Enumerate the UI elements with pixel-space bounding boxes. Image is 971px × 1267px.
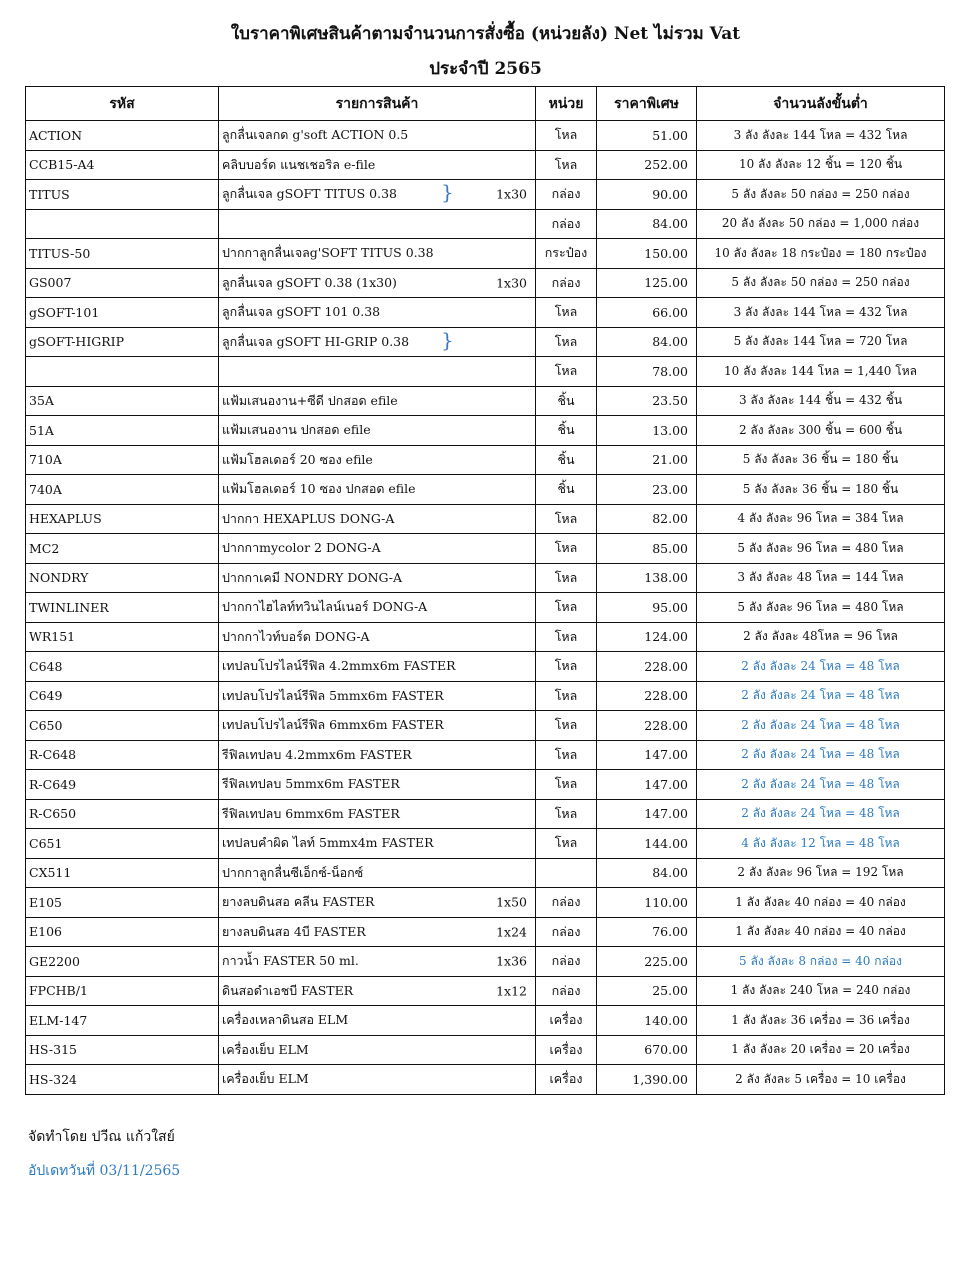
product-name: คลิบบอร์ด แนชเชอริล e-file — [222, 156, 376, 172]
cell-price: 138.00 — [597, 563, 697, 593]
table-row — [26, 593, 945, 623]
table-row — [26, 180, 945, 210]
cell-min-cartons: 2 ลัง ลังละ 24 โหล = 48 โหล — [697, 770, 945, 800]
cell-unit — [536, 858, 597, 888]
product-name: ปากกาลูกลื่นเจลg'SOFT TITUS 0.38 — [222, 245, 434, 261]
cell-product — [219, 445, 536, 475]
cell-code: 740A — [26, 475, 219, 505]
cell-product — [219, 239, 536, 269]
cell-unit: กล่อง — [536, 888, 597, 918]
product-name: ปากกาไฮไลท์ทวินไลน์เนอร์ DONG-A — [222, 599, 428, 615]
cell-price: 147.00 — [597, 740, 697, 770]
cell-unit: โหล — [536, 770, 597, 800]
table-row — [26, 209, 945, 239]
cell-min-cartons: 2 ลัง ลังละ 24 โหล = 48 โหล — [697, 681, 945, 711]
product-name: ปากกาไวท์บอร์ด DONG-A — [222, 628, 370, 644]
table-row — [26, 799, 945, 829]
cell-product — [219, 386, 536, 416]
cell-min-cartons: 2 ลัง ลังละ 96 โหล = 192 โหล — [697, 858, 945, 888]
cell-price: 25.00 — [597, 976, 697, 1006]
cell-unit: โหล — [536, 504, 597, 534]
cell-product — [219, 829, 536, 859]
product-name: แฟ้มเสนองาน ปกสอด efile — [222, 422, 371, 438]
table-row — [26, 711, 945, 741]
cell-code: GE2200 — [26, 947, 219, 977]
cell-product — [219, 1006, 536, 1036]
cell-code: C648 — [26, 652, 219, 682]
cell-product — [219, 711, 536, 741]
cell-unit: กระป๋อง — [536, 239, 597, 269]
header-special-price: ราคาพิเศษ — [597, 87, 697, 121]
header-unit: หน่วย — [536, 87, 597, 121]
cell-min-cartons: 2 ลัง ลังละ 24 โหล = 48 โหล — [697, 740, 945, 770]
cell-code: NONDRY — [26, 563, 219, 593]
table-row — [26, 475, 945, 505]
product-name: เทปลบโปรไลน์รีฟิล 4.2mmx6m FASTER — [222, 658, 456, 674]
table-row — [26, 386, 945, 416]
cell-product — [219, 298, 536, 328]
cell-min-cartons: 2 ลัง ลังละ 24 โหล = 48 โหล — [697, 652, 945, 682]
cell-min-cartons: 2 ลัง ลังละ 300 ชิ้น = 600 ชิ้น — [697, 416, 945, 446]
cell-price: 670.00 — [597, 1035, 697, 1065]
document-subtitle: ประจำปี 2565 — [429, 59, 542, 79]
price-table — [25, 86, 945, 1095]
cell-code: E106 — [26, 917, 219, 947]
cell-product — [219, 475, 536, 505]
cell-unit: กล่อง — [536, 180, 597, 210]
product-name: ยางลบดินสอ คลีน FASTER — [222, 894, 375, 910]
product-name: ปากกาเคมี NONDRY DONG-A — [222, 569, 403, 585]
cell-product — [219, 740, 536, 770]
cell-code: C649 — [26, 681, 219, 711]
cell-code: 35A — [26, 386, 219, 416]
product-name: เครื่องเหลาดินสอ ELM — [222, 1012, 349, 1028]
cell-unit: กล่อง — [536, 947, 597, 977]
product-name: รีฟิลเทปลบ 4.2mmx6m FASTER — [222, 746, 412, 762]
cell-price: 124.00 — [597, 622, 697, 652]
cell-min-cartons: 2 ลัง ลังละ 48โหล = 96 โหล — [697, 622, 945, 652]
cell-product — [219, 888, 536, 918]
cell-code: C651 — [26, 829, 219, 859]
cell-product — [219, 622, 536, 652]
table-row — [26, 740, 945, 770]
cell-unit: โหล — [536, 622, 597, 652]
cell-code: E105 — [26, 888, 219, 918]
cell-min-cartons: 5 ลัง ลังละ 8 กล่อง = 40 กล่อง — [697, 947, 945, 977]
cell-code — [26, 209, 219, 239]
product-name: ลูกลื่นเจล gSOFT TITUS 0.38 — [222, 186, 397, 202]
cell-code: GS007 — [26, 268, 219, 298]
cell-min-cartons: 1 ลัง ลังละ 20 เครื่อง = 20 เครื่อง — [697, 1035, 945, 1065]
cell-unit: โหล — [536, 652, 597, 682]
table-row — [26, 1065, 945, 1095]
table-row — [26, 150, 945, 180]
product-name: ลูกลื่นเจล gSOFT 101 0.38 — [222, 304, 381, 320]
cell-min-cartons: 1 ลัง ลังละ 40 กล่อง = 40 กล่อง — [697, 888, 945, 918]
cell-price: 84.00 — [597, 209, 697, 239]
cell-product — [219, 504, 536, 534]
cell-unit: ชิ้น — [536, 416, 597, 446]
table-row — [26, 298, 945, 328]
cell-code: CX511 — [26, 858, 219, 888]
table-row — [26, 239, 945, 269]
cell-min-cartons: 5 ลัง ลังละ 36 ชิ้น = 180 ชิ้น — [697, 475, 945, 505]
cell-unit: กล่อง — [536, 976, 597, 1006]
product-name: แฟ้มโฮลเดอร์ 10 ซอง ปกสอด efile — [222, 481, 416, 497]
cell-min-cartons: 5 ลัง ลังละ 144 โหล = 720 โหล — [697, 327, 945, 357]
header-product: รายการสินค้า — [219, 87, 536, 121]
cell-product — [219, 327, 536, 357]
cell-price: 144.00 — [597, 829, 697, 859]
cell-product — [219, 150, 536, 180]
cell-unit: โหล — [536, 593, 597, 623]
cell-product — [219, 976, 536, 1006]
cell-product — [219, 652, 536, 682]
cell-product — [219, 180, 536, 210]
cell-price: 78.00 — [597, 357, 697, 387]
cell-price: 13.00 — [597, 416, 697, 446]
header-code: รหัส — [26, 87, 219, 121]
cell-min-cartons: 5 ลัง ลังละ 50 กล่อง = 250 กล่อง — [697, 180, 945, 210]
cell-price: 140.00 — [597, 1006, 697, 1036]
cell-product — [219, 534, 536, 564]
pack-size: 1x30 — [496, 186, 527, 202]
cell-unit: โหล — [536, 534, 597, 564]
pack-size: 1x24 — [496, 924, 527, 940]
cell-min-cartons: 3 ลัง ลังละ 144 โหล = 432 โหล — [697, 298, 945, 328]
cell-min-cartons: 3 ลัง ลังละ 48 โหล = 144 โหล — [697, 563, 945, 593]
cell-code: TITUS-50 — [26, 239, 219, 269]
cell-price: 225.00 — [597, 947, 697, 977]
cell-product — [219, 268, 536, 298]
table-row — [26, 563, 945, 593]
cell-product — [219, 1035, 536, 1065]
cell-min-cartons: 20 ลัง ลังละ 50 กล่อง = 1,000 กล่อง — [697, 209, 945, 239]
cell-code: gSOFT-HIGRIP — [26, 327, 219, 357]
table-row — [26, 622, 945, 652]
cell-min-cartons: 2 ลัง ลังละ 5 เครื่อง = 10 เครื่อง — [697, 1065, 945, 1095]
brace-mark: } — [441, 327, 454, 352]
cell-code: R-C648 — [26, 740, 219, 770]
cell-unit: โหล — [536, 799, 597, 829]
table-row — [26, 357, 945, 387]
table-row — [26, 327, 945, 357]
cell-min-cartons: 10 ลัง ลังละ 144 โหล = 1,440 โหล — [697, 357, 945, 387]
cell-unit: โหล — [536, 298, 597, 328]
table-header-row — [26, 87, 945, 121]
table-row — [26, 534, 945, 564]
cell-product — [219, 593, 536, 623]
cell-code: R-C649 — [26, 770, 219, 800]
product-name: เทปลบโปรไลน์รีฟิล 5mmx6m FASTER — [222, 687, 444, 703]
table-row — [26, 652, 945, 682]
table-row — [26, 917, 945, 947]
cell-unit: โหล — [536, 150, 597, 180]
header-min-cartons: จำนวนลังขั้นต่ำ — [697, 87, 945, 121]
table-row — [26, 770, 945, 800]
cell-min-cartons: 4 ลัง ลังละ 12 โหล = 48 โหล — [697, 829, 945, 859]
product-name: ปากกาmycolor 2 DONG-A — [222, 540, 381, 556]
cell-price: 147.00 — [597, 770, 697, 800]
cell-min-cartons: 1 ลัง ลังละ 36 เครื่อง = 36 เครื่อง — [697, 1006, 945, 1036]
product-name: ปากกาลูกลื่นซีเอ็กซ์-น็อกซ์ — [222, 864, 364, 880]
cell-unit: เครื่อง — [536, 1035, 597, 1065]
cell-unit: เครื่อง — [536, 1065, 597, 1095]
cell-unit: โหล — [536, 327, 597, 357]
product-name: รีฟิลเทปลบ 6mmx6m FASTER — [222, 805, 400, 821]
cell-price: 82.00 — [597, 504, 697, 534]
cell-price: 66.00 — [597, 298, 697, 328]
cell-unit: กล่อง — [536, 209, 597, 239]
pack-size: 1x12 — [496, 983, 527, 999]
cell-price: 23.50 — [597, 386, 697, 416]
table-row — [26, 681, 945, 711]
cell-min-cartons: 1 ลัง ลังละ 240 โหล = 240 กล่อง — [697, 976, 945, 1006]
cell-price: 110.00 — [597, 888, 697, 918]
cell-min-cartons: 5 ลัง ลังละ 36 ชิ้น = 180 ชิ้น — [697, 445, 945, 475]
table-row — [26, 268, 945, 298]
cell-code: ACTION — [26, 121, 219, 151]
cell-price: 84.00 — [597, 327, 697, 357]
cell-code: TWINLINER — [26, 593, 219, 623]
table-row — [26, 829, 945, 859]
table-row — [26, 1006, 945, 1036]
cell-product — [219, 357, 536, 387]
cell-unit: กล่อง — [536, 917, 597, 947]
brace-mark: } — [441, 180, 454, 204]
product-name: ลูกลื่นเจล gSOFT HI-GRIP 0.38 — [222, 333, 410, 349]
product-name: รีฟิลเทปลบ 5mmx6m FASTER — [222, 776, 400, 792]
cell-price: 90.00 — [597, 180, 697, 210]
table-row — [26, 416, 945, 446]
cell-min-cartons: 4 ลัง ลังละ 96 โหล = 384 โหล — [697, 504, 945, 534]
pack-size: 1x36 — [496, 953, 527, 969]
cell-min-cartons: 3 ลัง ลังละ 144 ชิ้น = 432 ชิ้น — [697, 386, 945, 416]
cell-min-cartons: 2 ลัง ลังละ 24 โหล = 48 โหล — [697, 711, 945, 741]
cell-min-cartons: 10 ลัง ลังละ 18 กระป๋อง = 180 กระป๋อง — [697, 239, 945, 269]
table-row — [26, 976, 945, 1006]
cell-price: 252.00 — [597, 150, 697, 180]
cell-min-cartons: 10 ลัง ลังละ 12 ชิ้น = 120 ชิ้น — [697, 150, 945, 180]
pack-size: 1x50 — [496, 894, 527, 910]
cell-price: 85.00 — [597, 534, 697, 564]
cell-min-cartons: 2 ลัง ลังละ 24 โหล = 48 โหล — [697, 799, 945, 829]
cell-code — [26, 357, 219, 387]
cell-price: 228.00 — [597, 681, 697, 711]
cell-product — [219, 209, 536, 239]
cell-price: 125.00 — [597, 268, 697, 298]
cell-product — [219, 917, 536, 947]
cell-unit: โหล — [536, 829, 597, 859]
cell-product — [219, 947, 536, 977]
cell-code: 710A — [26, 445, 219, 475]
table-row — [26, 504, 945, 534]
cell-code: ELM-147 — [26, 1006, 219, 1036]
cell-product — [219, 1065, 536, 1095]
cell-code: CCB15-A4 — [26, 150, 219, 180]
cell-price: 147.00 — [597, 799, 697, 829]
cell-min-cartons: 5 ลัง ลังละ 96 โหล = 480 โหล — [697, 593, 945, 623]
cell-price: 84.00 — [597, 858, 697, 888]
cell-product — [219, 799, 536, 829]
cell-product — [219, 416, 536, 446]
product-name: เทปลบคำผิด ไลท์ 5mmx4m FASTER — [222, 835, 434, 851]
cell-price: 1,390.00 — [597, 1065, 697, 1095]
product-name: ยางลบดินสอ 4บี FASTER — [222, 923, 366, 939]
prepared-by: จัดทำโดย ปวีณ แก้วใสย์ — [28, 1129, 175, 1145]
cell-code: HS-315 — [26, 1035, 219, 1065]
cell-code: gSOFT-101 — [26, 298, 219, 328]
product-name: ลูกลื่นเจล gSOFT 0.38 (1x30) — [222, 274, 397, 290]
cell-unit: ชิ้น — [536, 445, 597, 475]
product-name: กาวน้ำ FASTER 50 ml. — [222, 953, 359, 969]
cell-price: 150.00 — [597, 239, 697, 269]
cell-unit: กล่อง — [536, 268, 597, 298]
cell-unit: โหล — [536, 711, 597, 741]
cell-unit: ชิ้น — [536, 386, 597, 416]
cell-product — [219, 770, 536, 800]
table-row — [26, 1035, 945, 1065]
product-name: เครื่องเย็บ ELM — [222, 1071, 309, 1087]
cell-unit: เครื่อง — [536, 1006, 597, 1036]
cell-code: TITUS — [26, 180, 219, 210]
cell-price: 228.00 — [597, 711, 697, 741]
cell-price: 21.00 — [597, 445, 697, 475]
document-title: ใบราคาพิเศษสินค้าตามจำนวนการสั่งซื้อ (หน่วยลัง) Net ไม่รวม Vat — [230, 24, 741, 44]
cell-code: MC2 — [26, 534, 219, 564]
cell-price: 23.00 — [597, 475, 697, 505]
product-name: ลูกลื่นเจลกด g'soft ACTION 0.5 — [222, 127, 409, 143]
product-name: เครื่องเย็บ ELM — [222, 1041, 309, 1057]
updated-date: อัปเดทวันที่ 03/11/2565 — [28, 1163, 181, 1179]
cell-unit: โหล — [536, 357, 597, 387]
cell-price: 76.00 — [597, 917, 697, 947]
cell-min-cartons: 3 ลัง ลังละ 144 โหล = 432 โหล — [697, 121, 945, 151]
cell-unit: โหล — [536, 681, 597, 711]
cell-price: 95.00 — [597, 593, 697, 623]
cell-product — [219, 858, 536, 888]
cell-min-cartons: 1 ลัง ลังละ 40 กล่อง = 40 กล่อง — [697, 917, 945, 947]
cell-product — [219, 121, 536, 151]
cell-product — [219, 681, 536, 711]
cell-code: 51A — [26, 416, 219, 446]
table-row — [26, 858, 945, 888]
cell-code: FPCHB/1 — [26, 976, 219, 1006]
cell-code: HS-324 — [26, 1065, 219, 1095]
table-row — [26, 888, 945, 918]
pack-size: 1x30 — [496, 275, 527, 291]
cell-unit: โหล — [536, 121, 597, 151]
cell-unit: โหล — [536, 563, 597, 593]
cell-unit: โหล — [536, 740, 597, 770]
cell-code: HEXAPLUS — [26, 504, 219, 534]
table-row — [26, 121, 945, 151]
cell-unit: ชิ้น — [536, 475, 597, 505]
cell-code: C650 — [26, 711, 219, 741]
product-name: ปากกา HEXAPLUS DONG-A — [222, 510, 395, 526]
cell-code: WR151 — [26, 622, 219, 652]
cell-min-cartons: 5 ลัง ลังละ 96 โหล = 480 โหล — [697, 534, 945, 564]
table-row — [26, 445, 945, 475]
product-name: ดินสอดำเอชบี FASTER — [222, 982, 354, 998]
cell-product — [219, 563, 536, 593]
cell-price: 51.00 — [597, 121, 697, 151]
table-row — [26, 947, 945, 977]
product-name: แฟ้มโฮลเดอร์ 20 ซอง efile — [222, 451, 373, 467]
product-name: แฟ้มเสนองาน+ซีดี ปกสอด efile — [222, 392, 398, 408]
product-name: เทปลบโปรไลน์รีฟิล 6mmx6m FASTER — [222, 717, 444, 733]
cell-code: R-C650 — [26, 799, 219, 829]
cell-price: 228.00 — [597, 652, 697, 682]
cell-min-cartons: 5 ลัง ลังละ 50 กล่อง = 250 กล่อง — [697, 268, 945, 298]
